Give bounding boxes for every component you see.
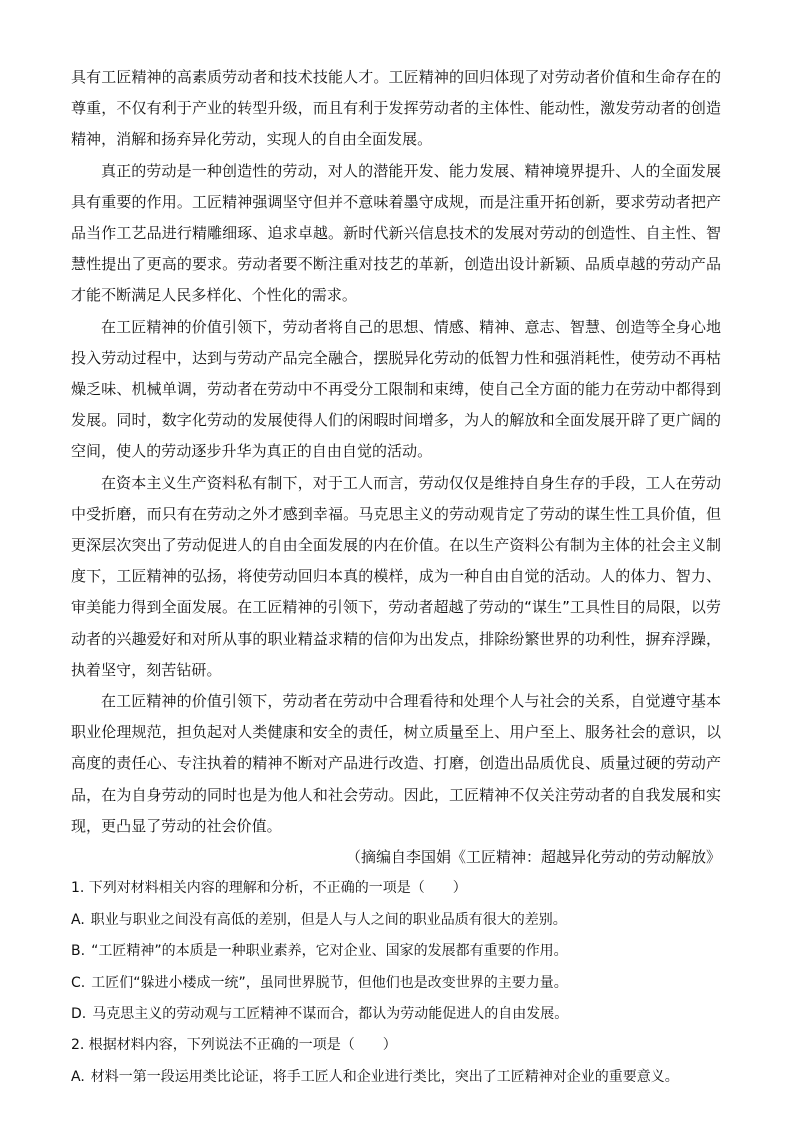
option-text: “工匠精神”的本质是一种职业素养，它对企业、国家的发展都有重要的作用。 [91,943,568,960]
option-label: D. [71,1005,87,1022]
article-paragraph-2: 真正的劳动是一种创造性的劳动，对人的潜能开发、能力发展、精神境界提升、人的全面发展具有重要的作用。工匠精神强调坚守但并不意味着墨守成规，而是注重开拓创新，要求劳动者把产品当作工艺品进行精雕细琢、追求卓越。新时代新兴信息技术的发展对劳动的创造性、自主性、智慧性提出了更高的要求。劳动者要不断注重对技艺的革新，创造出设计新颖、品质卓越的劳动产品才能不断满足人民多样化、个性化的需求。 [71,161,721,305]
option-label: A. [71,1068,85,1085]
option-d [71,999,721,1030]
article-paragraph-1: 具有工匠精神的高素质劳动者和技术技能人才。工匠精神的回归体现了对劳动者价值和生命存在的尊重，不仅有利于产业的转型升级，而且有利于发挥劳动者的主体性、能动性，激发劳动者的创造精神，消解和扬弃异化劳动，实现人的自由全面发展。 [71,68,721,149]
option-label: B. [71,943,86,960]
question-stem: 1. 下列对材料相关内容的理解和分析，不正确的一项是（ ） [71,880,467,897]
question-1 [71,873,721,1030]
question-stem: 2. 根据材料内容，下列说法不正确的一项是（ ） [71,1037,397,1054]
option-text: 马克思主义的劳动观与工匠精神不谋而合，都认为劳动能促进人的自由发展。 [92,1005,569,1022]
option-label: A. [71,911,85,928]
option-b [71,936,721,967]
article-paragraph-5: 在工匠精神的价值引领下，劳动者在劳动中合理看待和处理个人与社会的关系，自觉遵守基本职业伦理规范，担负起对人类健康和安全的责任，树立质量至上、用户至上、服务社会的意识，以高度的责任心、专注执着的精神不断对产品进行改造、打磨，创造出品质优良、质量过硬的劳动产品，在为自身劳动的同时也是为他人和社会劳动。因此，工匠精神不仅关注劳动者的自我发展和实现，更凸显了劳动的社会价值。 [71,692,721,835]
option-text: 材料一第一段运用类比论证，将手工匠人和企业进行类比，突出了工匠精神对企业的重要意义。 [90,1068,679,1085]
question-2 [71,1030,721,1093]
article-paragraph-4: 在资本主义生产资料私有制下，对于工人而言，劳动仅仅是维持自身生存的手段，工人在劳动中受折磨，而只有在劳动之外才感到幸福。马克思主义的劳动观肯定了劳动的谋生性工具价值，但更深层次突出了劳动促进人的自由全面发展的内在价值。在以生产资料公有制为主体的社会主义制度下，工匠精神的弘扬，将使劳动回归本真的模样，成为一种自由自觉的活动。人的体力、智力、审美能力得到全面发展。在工匠精神的引领下，劳动者超越了劳动的“谋生”工具性目的局限，以劳动者的兴趣爱好和对所从事的职业精益求精的信仰为出发点，排除纷繁世界的功利性，摒弃浮躁，执着坚守，刻苦钻研。 [71,473,721,679]
option-text: 职业与职业之间没有高低的差别，但是人与人之间的职业品质有很大的差别。 [90,911,567,928]
article-source: （摘编自李国娟《工匠精神：超越异化劳动的劳动解放》 [345,848,721,867]
article-body [71,62,721,873]
option-a [71,905,721,936]
option-text: 工匠们“躲进小楼成一统”，虽同世界脱节，但他们也是改变世界的主要力量。 [91,974,568,991]
document-page [71,62,721,1093]
option-a [71,1062,721,1093]
option-label: C. [71,974,86,991]
article-paragraph-3: 在工匠精神的价值引领下，劳动者将自己的思想、情感、精神、意志、智慧、创造等全身心地投入劳动过程中，达到与劳动产品完全融合，摆脱异化劳动的低智力性和强消耗性，使劳动不再枯燥乏味、机械单调，劳动者在劳动中不再受分工限制和束缚，使自己全方面的能力在劳动中都得到发展。同时，数字化劳动的发展使得人们的闲暇时间增多，为人的解放和全面发展开辟了更广阔的空间，使人的劳动逐步升华为真正的自由自觉的活动。 [71,317,721,461]
option-c [71,968,721,999]
